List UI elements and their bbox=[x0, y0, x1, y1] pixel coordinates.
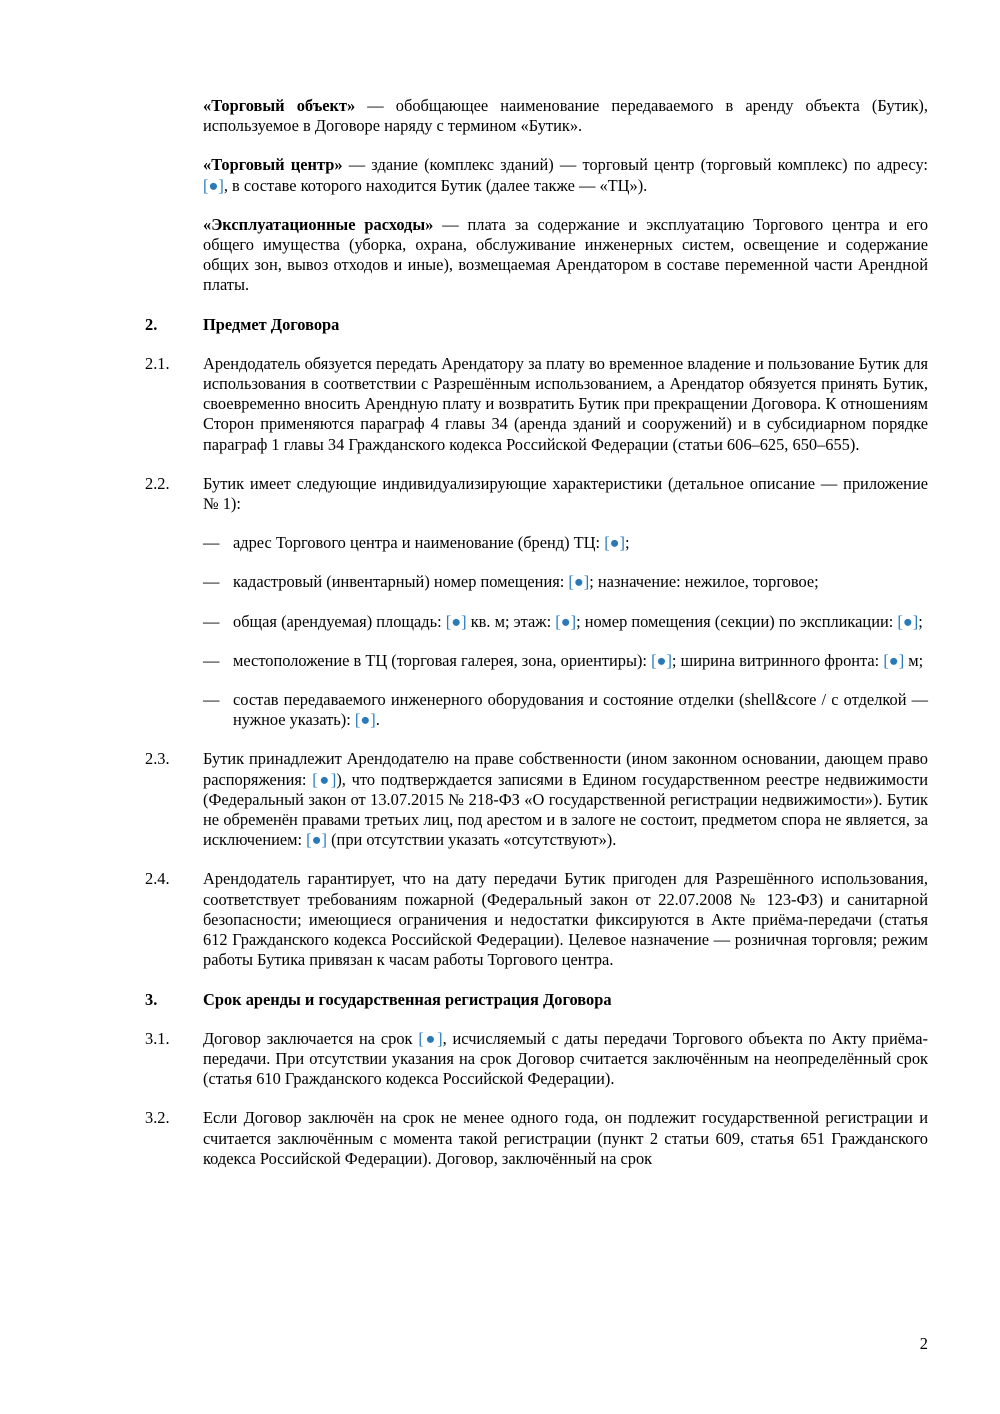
clause-text: Арендодатель гарантирует, что на дату передачи Бутик пригоден для Разрешённого использования, соответствует требованиям пожарной (Федеральный закон от 22.07.2008 № 123-ФЗ) и санитарной безопасности; имеющиеся ограничения и недостатки фиксируются в Акте приёма-передачи (статья 612 Гражданского кодекса Российской Федерации). Целевое назначение — розничная торговля; режим работы Бутика привязан к часам работы Торгового центра. bbox=[203, 869, 928, 970]
definition-text: — плата за содержание и эксплуатацию Торгового центра и его общего имущества (уборка, охрана, обслуживание инженерных систем, освещение и содержание общих зон, вывоз отходов и иные), возмещаемая Арендатором в составе переменной части Арендной платы. bbox=[203, 214, 929, 295]
placeholder-field: [●] bbox=[306, 830, 327, 850]
clause-text: Арендодатель обязуется передать Арендатору за плату во временное владение и пользование Бутик для использования в соответствии с Разрешённым использованием, а Арендатор обязуется принять Бутик, своевременно вносить Арендную плату и возвратить Бутик при прекращении Договора. К отношениям Сторон применяются параграф 4 главы 34 (аренда зданий и сооружений) и в субсидиарном порядке параграф 1 главы 34 Гражданского кодекса Российской Федерации (статьи 606–625, 650–655). bbox=[203, 353, 928, 454]
list-dash: — bbox=[203, 650, 220, 670]
document-body bbox=[145, 96, 928, 1188]
placeholder-field: [●] bbox=[354, 710, 376, 730]
definition-operating-expenses bbox=[203, 215, 928, 296]
clause-2-2 bbox=[145, 474, 928, 514]
section-title: Срок аренды и государственная регистрация Договора bbox=[203, 989, 612, 1009]
list-dash: — bbox=[203, 690, 220, 710]
list-item-text: кадастровый (инвентарный) номер помещения: [●]; назначение: нежилое, торговое; bbox=[233, 572, 819, 592]
clause-number: 2.2. bbox=[145, 473, 170, 493]
list-item bbox=[203, 690, 928, 730]
section-number: 3. bbox=[145, 989, 158, 1009]
list-dash: — bbox=[203, 572, 220, 592]
section-number: 2. bbox=[145, 314, 158, 334]
page-number: 2 bbox=[919, 1334, 928, 1353]
list-item bbox=[203, 572, 928, 592]
list-item bbox=[203, 533, 928, 553]
clause-number: 2.3. bbox=[145, 749, 170, 769]
section-heading-3 bbox=[145, 990, 928, 1010]
list-item-text: общая (арендуемая) площадь: [●] кв. м; этаж: [●]; номер помещения (секции) по экспликации: [●]; bbox=[233, 611, 923, 631]
definition-text: , в составе которого находится Бутик (далее также — «ТЦ»). bbox=[223, 175, 648, 195]
list-dash: — bbox=[203, 533, 220, 553]
list-item-text: адрес Торгового центра и наименование (бренд) ТЦ: [●]; bbox=[233, 533, 630, 553]
placeholder-field: [●] bbox=[568, 572, 590, 592]
definition-shopping-center bbox=[203, 155, 928, 195]
list-dash: — bbox=[203, 611, 220, 631]
clause-2-3 bbox=[145, 749, 928, 850]
clause-text: Бутик имеет следующие индивидуализирующие характеристики (детальное описание — приложение № 1): bbox=[203, 473, 928, 514]
clause-2-4 bbox=[145, 869, 928, 970]
definition-trade-object bbox=[203, 96, 928, 136]
clause-3-2 bbox=[145, 1108, 928, 1169]
list-item-text: состав передаваемого инженерного оборудования и состояние отделки (shell&core / с отделкой — нужное указать): [●]. bbox=[233, 690, 928, 730]
placeholder-field: [●] bbox=[651, 650, 672, 670]
list-item bbox=[203, 651, 928, 671]
definition-text: — обобщающее наименование передаваемого в аренду объекта (Бутик), используемое в Договоре наряду с термином «Бутик». bbox=[203, 96, 928, 136]
definition-term: «Торговый объект» bbox=[203, 96, 356, 115]
list-item bbox=[203, 612, 928, 632]
list-item-text: местоположение в ТЦ (торговая галерея, зона, ориентиры): [●]; ширина витринного фронта: [●] м; bbox=[233, 650, 924, 670]
definition-text: — здание (комплекс зданий) — торговый центр (торговый комплекс) по адресу: bbox=[342, 155, 928, 175]
placeholder-field: [●] bbox=[604, 533, 626, 553]
clause-2-1 bbox=[145, 354, 928, 455]
placeholder-field: [●] bbox=[418, 1028, 443, 1048]
clause-number: 2.4. bbox=[145, 869, 170, 889]
placeholder-field: [●] bbox=[203, 175, 224, 195]
clause-3-1 bbox=[145, 1029, 928, 1090]
placeholder-field: [●] bbox=[897, 611, 919, 631]
clause-text: Бутик принадлежит Арендодателю на праве собственности (ином законном основании, дающем право распоряжения: [●]), что подтверждается записями в Едином государственном реестре недвижимости (Федеральный закон от 13.07.2015 № 218-ФЗ «О государственной регистрации недвижимости»). Бутик не обременён правами третьих лиц, под арестом и в залоге не состоит, предметом спора не является, за исключением: [●] (при отсутствии указать «отсутствуют»). bbox=[203, 749, 928, 850]
clause-number: 3.2. bbox=[145, 1108, 170, 1128]
placeholder-field: [●] bbox=[312, 769, 337, 789]
clause-number: 3.1. bbox=[145, 1028, 170, 1048]
definition-term: «Эксплуатационные расходы» bbox=[203, 214, 434, 234]
section-title: Предмет Договора bbox=[203, 314, 340, 334]
definition-term: «Торговый центр» bbox=[203, 155, 343, 175]
section-heading-2 bbox=[145, 315, 928, 335]
clause-text: Договор заключается на срок [●], исчисляемый с даты передачи Торгового объекта по Акту приёма-передачи. При отсутствии указания на срок Договор считается заключённым на неопределённый срок (статья 610 Гражданского кодекса Российской Федерации). bbox=[203, 1028, 928, 1089]
placeholder-field: [●] bbox=[445, 611, 467, 631]
clause-number: 2.1. bbox=[145, 353, 170, 373]
clause-text: Если Договор заключён на срок не менее одного года, он подлежит государственной регистрации и считается заключённым с момента такой регистрации (пункт 2 статьи 609, статья 651 Гражданского кодекса Российской Федерации). Договор, заключённый на срок bbox=[203, 1108, 928, 1168]
placeholder-field: [●] bbox=[555, 611, 577, 631]
placeholder-field: [●] bbox=[883, 650, 905, 670]
